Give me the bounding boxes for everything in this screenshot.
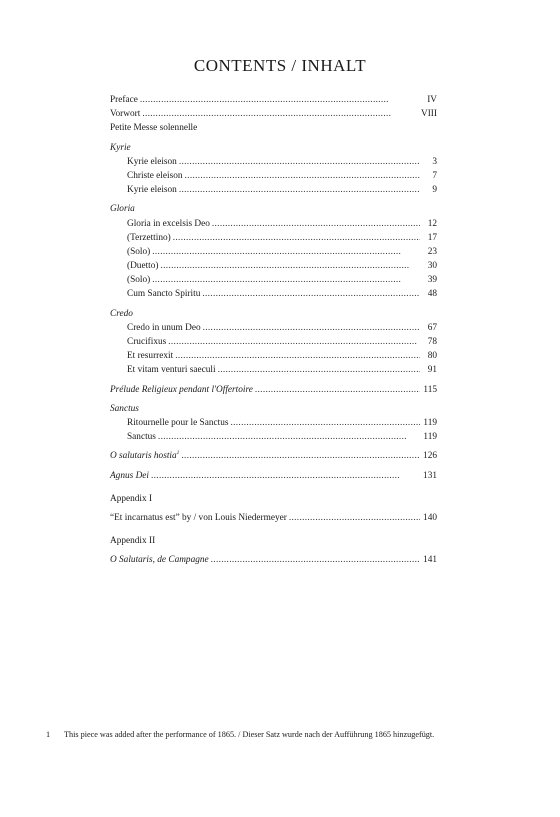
- toc-label: Kyrie eleison: [127, 156, 177, 167]
- leader-dots: [152, 273, 420, 287]
- toc-label: Christe eleison: [127, 170, 183, 181]
- leader-dots: [179, 155, 420, 169]
- leader-dots: [151, 469, 420, 483]
- toc-label: Et resurrexit: [127, 351, 174, 362]
- toc-entry-o-salutaris: [110, 449, 437, 463]
- toc-label: Sanctus: [127, 432, 156, 443]
- leader-dots: [230, 416, 420, 430]
- toc-entry-agnus-dei: [110, 469, 437, 483]
- toc-page: 115: [423, 384, 437, 395]
- toc-label: Vorwort: [110, 109, 141, 120]
- toc-label: “Et incarnatus est” by / von Louis Niedermeyer: [110, 512, 287, 523]
- footnote-text: This piece was added after the performance of 1865. / Dieser Satz wurde nach der Aufführung 1865 hinzugefügt.: [64, 730, 435, 739]
- toc-entry: [110, 273, 437, 287]
- toc-entry-vorwort: [110, 107, 437, 121]
- leader-dots: [212, 217, 420, 231]
- toc-label: Cum Sancto Spiritu: [127, 289, 201, 300]
- toc-page: 67: [427, 322, 437, 333]
- page-title: CONTENTS / INHALT: [193, 56, 367, 75]
- toc-page: 119: [423, 432, 437, 443]
- leader-dots: [161, 259, 421, 273]
- toc-label: Credo in unum Deo: [127, 322, 201, 333]
- toc-entry: [110, 416, 437, 430]
- leader-dots: [202, 287, 420, 301]
- leader-dots: [185, 169, 420, 183]
- toc-page: 48: [427, 289, 437, 300]
- toc-page: 23: [427, 246, 437, 257]
- toc-page: 30: [427, 261, 437, 272]
- leader-dots: [218, 363, 420, 377]
- toc-entry: [110, 321, 437, 335]
- toc-page: 9: [432, 185, 437, 196]
- section-heading-credo: Credo: [110, 308, 133, 319]
- toc-page: IV: [427, 95, 437, 105]
- toc-page: 141: [423, 555, 437, 566]
- toc-page: 126: [423, 451, 437, 462]
- leader-dots: [140, 93, 420, 107]
- toc-entry: [110, 155, 437, 169]
- toc-label: (Solo): [127, 275, 151, 286]
- leader-dots: [173, 231, 420, 245]
- toc-page: 78: [427, 337, 437, 347]
- toc-label: Agnus Dei: [110, 470, 149, 481]
- toc-label: Et vitam venturi saeculi: [127, 365, 216, 376]
- toc-page: 91: [427, 365, 437, 376]
- section-heading-sanctus: Sanctus: [110, 403, 139, 414]
- leader-dots: [142, 107, 418, 121]
- footnote: [46, 730, 526, 739]
- toc-entry: [110, 183, 437, 197]
- toc-label: Ritournelle pour le Sanctus: [127, 417, 229, 428]
- toc-entry: [110, 231, 437, 245]
- leader-dots: [211, 553, 420, 567]
- footnote-marker: 1: [176, 450, 180, 457]
- section-heading-appendix-2: Appendix II: [110, 536, 156, 547]
- toc-entry: [110, 349, 437, 363]
- toc-label: Preface: [110, 95, 138, 105]
- toc-page: 119: [423, 417, 437, 428]
- toc-page: 12: [427, 218, 437, 229]
- toc-page: 131: [423, 470, 437, 481]
- toc-entry-appendix-1: [110, 511, 437, 525]
- toc-page: 80: [427, 351, 437, 362]
- toc-entry: [110, 430, 437, 444]
- leader-dots: [289, 511, 420, 525]
- toc-label: Gloria in excelsis Deo: [127, 218, 210, 229]
- toc-entry-prelude: [110, 383, 437, 397]
- toc-label-text: O salutaris hostia: [110, 451, 177, 462]
- toc-label: [110, 449, 179, 463]
- leader-dots: [152, 245, 420, 259]
- toc-entry: [110, 363, 437, 377]
- toc-page: VIII: [420, 109, 437, 120]
- leader-dots: [255, 383, 420, 397]
- leader-dots: [181, 449, 420, 463]
- toc-entry: [110, 245, 437, 259]
- toc-entry: [110, 217, 437, 231]
- work-title: Petite Messe solennelle: [110, 123, 198, 134]
- toc-label: (Terzettino): [127, 232, 171, 243]
- toc-label: (Duetto): [127, 261, 159, 272]
- table-of-contents: [110, 93, 437, 567]
- section-heading-gloria: Gloria: [110, 204, 135, 215]
- leader-dots: [168, 335, 420, 349]
- leader-dots: [158, 430, 420, 444]
- leader-dots: [203, 321, 420, 335]
- toc-entry: [110, 259, 437, 273]
- leader-dots: [179, 183, 420, 197]
- toc-label: (Solo): [127, 246, 151, 257]
- toc-entry: [110, 169, 437, 183]
- toc-page: 7: [432, 170, 437, 181]
- toc-entry-appendix-2: [110, 553, 437, 567]
- section-heading-appendix-1: Appendix I: [110, 493, 153, 504]
- toc-label: O Salutaris, de Campagne: [110, 555, 209, 566]
- toc-page: 39: [427, 275, 437, 286]
- toc-page: 3: [432, 156, 437, 167]
- toc-page: 140: [423, 512, 437, 523]
- section-heading-kyrie: Kyrie: [110, 142, 131, 153]
- toc-label: Prélude Religieux pendant l'Offertoire: [110, 384, 253, 395]
- toc-label: Kyrie eleison: [127, 185, 177, 196]
- toc-entry-preface: [110, 93, 437, 107]
- toc-entry: [110, 287, 437, 301]
- footnote-number: 1: [46, 730, 51, 739]
- toc-page: 17: [427, 232, 437, 243]
- leader-dots: [175, 349, 420, 363]
- toc-label: Crucifixus: [127, 337, 167, 347]
- toc-entry: [110, 335, 437, 349]
